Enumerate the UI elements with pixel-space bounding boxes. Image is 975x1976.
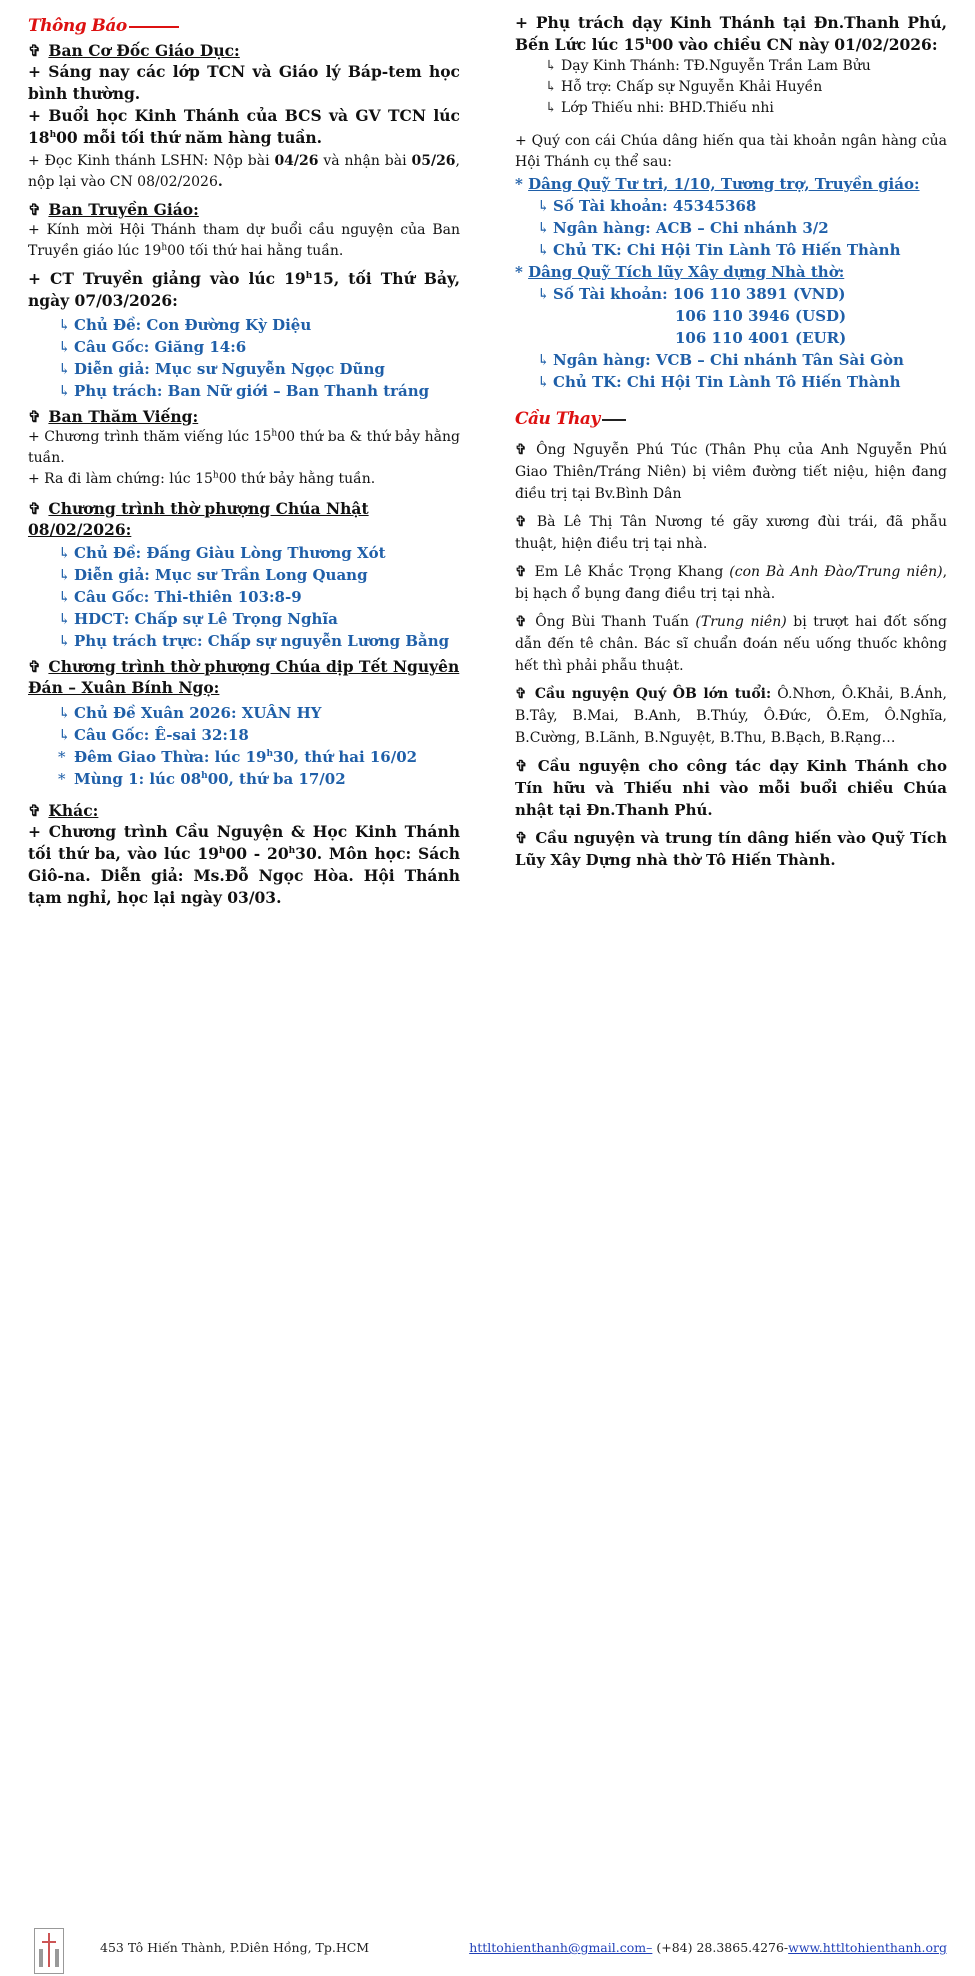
cross-icon: ✞	[28, 499, 41, 518]
prayer-item: ✞ Ông Nguyễn Phú Túc (Thân Phụ của Anh Nguyễn Phú Giao Thiên/Tráng Niên) bị viêm đường tiết niệu, hiện đang điều trị tại Bv.Bình Dân	[515, 442, 947, 502]
contact-info	[469, 1940, 947, 1955]
list-item: ↳ Hỗ trợ: Chấp sự Nguyễn Khải Huyền	[545, 77, 947, 98]
list-item: ↳ Câu Gốc: Ê-sai 32:18	[58, 726, 249, 744]
donation-intro: + Quý con cái Chúa dâng hiến qua tài khoản ngân hàng của Hội Thánh cụ thể sau:	[515, 133, 947, 170]
fund2-account-usd: 106 110 3946 (USD)	[675, 307, 847, 325]
arrow-icon: ↳	[58, 316, 71, 334]
other-p1: + Chương trình Cầu Nguyện & Học Kinh Thánh tối thứ ba, vào lúc 19$^h$00 - 20$^h$30. Môn học: Sách Giô-na. Diễn giả: Ms.Đỗ Ngọc Hòa. Hội Thánh tạm nghỉ, học lại ngày 03/03.	[28, 822, 460, 907]
phone-number: (+84) 28.3865.4276-	[652, 1940, 789, 1955]
education-p3: + Đọc Kinh thánh LSHN: Nộp bài 04/26 và nhận bài 05/26, nộp lại vào CN 08/02/2026.	[28, 153, 460, 190]
cross-icon: ✞	[28, 200, 41, 219]
section-title-evangelism: ✞ Ban Truyền Giáo:	[28, 200, 199, 219]
arrow-icon: ↳	[58, 382, 71, 400]
left-column	[28, 16, 460, 909]
arrow-icon: ↳	[537, 219, 550, 237]
arrow-icon: ↳	[545, 58, 557, 74]
list-item: * Đêm Giao Thừa: lúc 19$^h$30, thứ hai 16/02	[58, 748, 418, 766]
list-item: ↳ Phụ trách trực: Chấp sự nguyễn Lương Bằng	[58, 632, 450, 650]
cross-icon: ✞	[515, 829, 528, 847]
fund1-title: * Dâng Quỹ Tư tri, 1/10, Tương trợ, Truyền giáo:	[515, 175, 920, 193]
prayer-item: ✞ Em Lê Khắc Trọng Khang (con Bà Anh Đào/Trung niên), bị hạch ổ bụng đang điều trị tại nhà.	[515, 564, 948, 602]
section-title-other: ✞ Khác:	[28, 801, 99, 820]
cross-icon: ✞	[515, 757, 528, 775]
list-item: ↳ Phụ trách: Ban Nữ giới – Ban Thanh tráng	[58, 382, 430, 400]
arrow-icon: ↳	[58, 726, 71, 744]
section-title-visiting: ✞ Ban Thăm Viếng:	[28, 407, 199, 426]
cross-icon: ✞	[28, 657, 41, 676]
list-item: ↳ HDCT: Chấp sự Lê Trọng Nghĩa	[58, 610, 338, 628]
notice-header	[28, 16, 460, 36]
section-title-education: ✞ Ban Cơ Đốc Giáo Dục:	[28, 41, 240, 60]
cross-icon: ✞	[28, 801, 41, 820]
cross-icon: ✞	[28, 407, 41, 426]
section-title-sunday-service: ✞ Chương trình thờ phượng Chúa Nhật 08/02/2026:	[28, 499, 369, 539]
evangelism-p2: + CT Truyền giảng vào lúc 19$^h$15, tối Thứ Bảy, ngày 07/03/2026:	[28, 269, 460, 310]
fund2-title: * Dâng Quỹ Tích lũy Xây dựng Nhà thờ:	[515, 263, 845, 281]
arrow-icon: ↳	[545, 79, 557, 95]
prayer-header	[515, 409, 947, 429]
star-icon: *	[58, 770, 66, 788]
visiting-p1: + Chương trình thăm viếng lúc 15$^h$00 thứ ba & thứ bảy hằng tuần.	[28, 428, 460, 466]
arrow-icon: ↳	[537, 285, 550, 303]
bible-teaching-list	[545, 56, 947, 119]
prayer-title: Cầu Thay	[515, 409, 600, 429]
church-address: 453 Tô Hiến Thành, P.Diên Hồng, Tp.HCM	[100, 1940, 370, 1955]
list-item: ↳ Diễn giả: Mục sư Nguyễn Ngọc Dũng	[58, 360, 385, 378]
arrow-icon: ↳	[58, 704, 71, 722]
list-item: ↳ Chủ Đề: Con Đường Kỳ Diệu	[58, 316, 312, 334]
list-item: ↳ Diễn giả: Mục sư Trần Long Quang	[58, 566, 368, 584]
section-title-tet-service: ✞ Chương trình thờ phượng Chúa dịp Tết Nguyên Đán – Xuân Bính Ngọ:	[28, 657, 460, 697]
bible-teaching-paragraph: + Phụ trách dạy Kinh Thánh tại Đn.Thanh Phú, Bến Lức lúc 15$^h$00 vào chiều CN này 01/02/2026:	[515, 13, 947, 54]
cross-icon: ✞	[515, 514, 527, 530]
list-item: ↳ Chủ Đề Xuân 2026: XUÂN HY	[58, 704, 322, 722]
arrow-icon: ↳	[58, 632, 71, 650]
prayer-item: ✞ Cầu nguyện Quý ÔB lớn tuổi: Ô.Nhơn, Ô.Khải, B.Ánh, B.Tây, B.Mai, B.Anh, B.Thúy, Ô.Đức, Ô.Em, Ô.Nghĩa, B.Cường, B.Lãnh, B.Nguyệt, B.Thu, B.Bạch, B.Rạng…	[515, 686, 948, 746]
cross-icon: ✞	[515, 686, 527, 702]
prayer-item: ✞ Bà Lê Thị Tân Nương té gãy xương đùi trái, đã phẫu thuật, hiện điều trị tại nhà.	[515, 514, 947, 552]
email-link[interactable]: httltohienthanh@gmail.com–	[469, 1940, 653, 1955]
fund1-owner: ↳ Chủ TK: Chi Hội Tin Lành Tô Hiến Thành	[537, 241, 901, 259]
prayer-underline	[602, 419, 626, 421]
arrow-icon: ↳	[545, 100, 557, 116]
right-column	[515, 12, 947, 877]
fund2-account: ↳ Số Tài khoản: 106 110 3891 (VND)	[537, 285, 846, 303]
arrow-icon: ↳	[537, 373, 550, 391]
arrow-icon: ↳	[58, 338, 71, 356]
evangelism-list	[58, 314, 460, 402]
cross-icon: ✞	[515, 442, 527, 458]
arrow-icon: ↳	[537, 351, 550, 369]
arrow-icon: ↳	[58, 360, 71, 378]
cross-icon: ✞	[28, 41, 41, 60]
education-p1: + Sáng nay các lớp TCN và Giáo lý Báp-tem học bình thường.	[28, 62, 460, 103]
arrow-icon: ↳	[58, 544, 71, 562]
cross-icon: ✞	[515, 614, 527, 630]
arrow-icon: ↳	[537, 197, 550, 215]
list-item: ↳ Câu Gốc: Thi-thiên 103:8-9	[58, 588, 302, 606]
notice-title: Thông Báo	[28, 16, 127, 36]
prayer-item: ✞ Ông Bùi Thanh Tuấn (Trung niên) bị trượt hai đốt sống dẫn đến tê chân. Bác sĩ chuẩn đoán nếu uống thuốc không hết thì phải phẫu thuật.	[515, 614, 947, 674]
notice-underline	[129, 26, 179, 28]
list-item: ↳ Câu Gốc: Giăng 14:6	[58, 338, 247, 356]
list-item: ↳ Chủ Đề: Đấng Giàu Lòng Thương Xót	[58, 544, 386, 562]
fund2-bank: ↳ Ngân hàng: VCB – Chi nhánh Tân Sài Gòn	[537, 351, 904, 369]
arrow-icon: ↳	[537, 241, 550, 259]
star-icon: *	[58, 748, 66, 766]
fund1-account: ↳ Số Tài khoản: 45345368	[537, 197, 757, 215]
arrow-icon: ↳	[58, 566, 71, 584]
list-item: ↳ Dạy Kinh Thánh: TĐ.Nguyễn Trần Lam Bửu	[545, 56, 947, 77]
arrow-icon: ↳	[58, 588, 71, 606]
visiting-p2: + Ra đi làm chứng: lúc 15$^h$00 thứ bảy hằng tuần.	[28, 470, 376, 487]
church-logo	[34, 1928, 64, 1974]
website-link[interactable]: www.httltohienthanh.org	[788, 1940, 947, 1955]
evangelism-p1: + Kính mời Hội Thánh tham dự buổi cầu nguyện của Ban Truyền giáo lúc 19$^h$00 tối thứ hai hằng tuần.	[28, 222, 460, 259]
arrow-icon: ↳	[58, 610, 71, 628]
fund2-account-eur: 106 110 4001 (EUR)	[675, 329, 847, 347]
tet-service-list	[58, 702, 460, 790]
list-item: * Mùng 1: lúc 08$^h$00, thứ ba 17/02	[58, 770, 346, 788]
cross-icon: ✞	[515, 564, 527, 580]
sunday-service-list	[58, 542, 460, 652]
prayer-item: ✞ Cầu nguyện và trung tín dâng hiến vào Quỹ Tích Lũy Xây Dựng nhà thờ Tô Hiến Thành.	[515, 829, 947, 869]
prayer-item: ✞ Cầu nguyện cho công tác dạy Kinh Thánh cho Tín hữu và Thiếu nhi vào mỗi buổi chiều Chúa nhật tại Đn.Thanh Phú.	[515, 757, 947, 819]
fund1-bank: ↳ Ngân hàng: ACB – Chi nhánh 3/2	[537, 219, 829, 237]
fund2-owner: ↳ Chủ TK: Chi Hội Tin Lành Tô Hiến Thành	[537, 373, 901, 391]
education-p2: + Buổi học Kinh Thánh của BCS và GV TCN lúc 18$^h$00 mỗi tối thứ năm hàng tuần.	[28, 106, 460, 147]
list-item: ↳ Lớp Thiếu nhi: BHD.Thiếu nhi	[545, 98, 947, 119]
